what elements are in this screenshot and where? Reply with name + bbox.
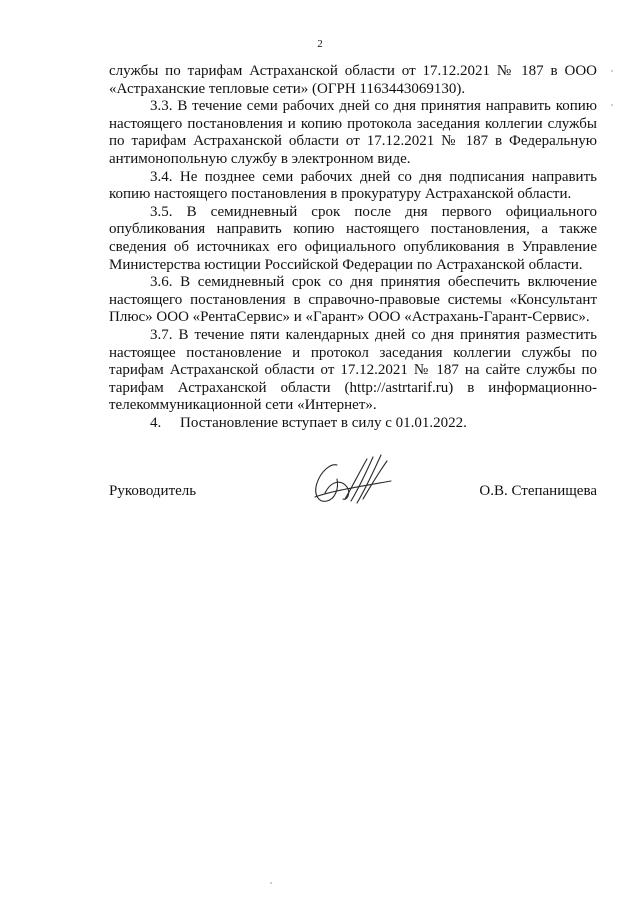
signer-title: Руководитель (109, 483, 197, 499)
paragraph-continuation: службы по тарифам Астраханской области от 17.12.2021 № 187 в ООО «Астраханские тепловые сети» (ОГРН 1163443069130). (109, 63, 597, 97)
signer-name: О.В. Степанищева (479, 483, 597, 499)
handwritten-signature (307, 453, 397, 513)
page-number: 2 (317, 38, 323, 50)
paragraph-3-3: 3.3. В течение семи рабочих дней со дня принятия направить копию настоящего постановления и копию протокола заседания коллегии службы по тарифам Астраханской области от 17.12.2021 № 187 в Федеральную антимонопольную службу в электронном виде. (109, 98, 597, 167)
paragraph-3-6: 3.6. В семидневный срок со дня принятия обеспечить включение настоящего постановления в справочно-правовые системы «Консультант Плюс» ООО «РентаСервис» и «Гарант» ООО «Астрахань-Гарант-Сервис». (109, 274, 597, 326)
paragraph-3-4: 3.4. Не позднее семи рабочих дней со дня подписания направить копию настоящего постановления в прокуратуру Астраханской области. (109, 168, 597, 203)
scan-speck (611, 104, 613, 106)
document-body (109, 63, 597, 432)
scan-speck (270, 882, 272, 884)
paragraph-4: 4. Постановление вступает в силу с 01.01.2022. (150, 414, 467, 431)
paragraph-3-5: 3.5. В семидневный срок после дня первого официального опубликования направить копию настоящего постановления, а также сведения об источниках его официального опубликования в Управление Министерства юстиции Российской Федерации по Астраханской области. (109, 203, 597, 273)
paragraph-3-7: 3.7. В течение пяти календарных дней со дня принятия разместить настоящее постановление и протокол заседания коллегии службы по тарифам Астраханской области от 17.12.2021 № 187 на сайте службы по тарифам Астраханской области (http://astrtarif.ru) в информационно-телекоммуникационной сети «Интернет». (109, 326, 597, 414)
scan-speck (611, 70, 613, 72)
